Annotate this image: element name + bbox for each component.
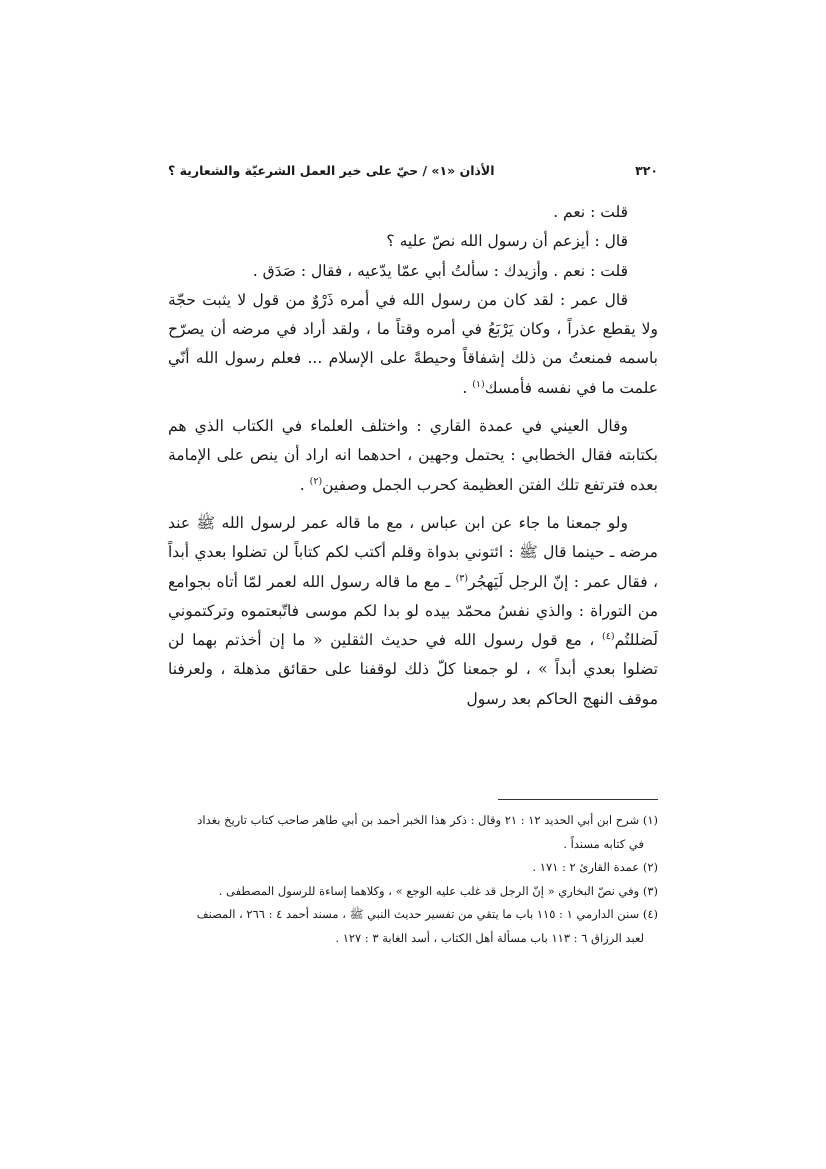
footnote-ref: (٣) [455,572,469,584]
footnote-continuation: في كتابه مسنداً . [563,836,644,851]
paragraph-text: قال عمر : لقد كان من رسول الله في أمره ذَرْوٌ من قول لا يثبت حجّة ولا يقطع عذراً ، وكان يَرْبَعُ في أمره وقتاً ما ، ولقد أراد في مرضه أن يصرّح باسمه فمنعتُ من ذلك إشفاقاً وحيطةً على الإسلام ... فعلم رسول الله أنّي علمت ما في نفسه فأمسك [168,290,658,397]
page-number: ٣٢٠ [635,162,658,178]
main-text [168,198,658,714]
footnotes [168,809,658,950]
running-title: الأذان «١» / حيّ على خير العمل الشرعيّة والشعارية ؟ [168,162,495,178]
footnote-continuation: لعبد الرزاق ٦ : ١١٣ باب مسألة أهل الكتاب ، أسد الغابة ٣ : ١٢٧ . [335,930,644,945]
paragraph: قلت : نعم . [553,203,628,221]
footnote-divider [498,799,658,800]
paragraph [168,412,658,500]
footnote: (٣) وفي نصّ البخاري « إنّ الرجل قد غلب عليه الوجع » ، وكلاهما إساءة للرسول المصطفى . [218,883,658,898]
footnote-ref: (٢) [309,475,323,487]
period: . [462,378,468,397]
paragraph-text: وقال العيني في عمدة القاري : واختلف العلماء في الكتاب الذي هم بكتابته فقال الخطابي : يحتمل وجهين ، احدهما انه اراد أن ينص على الإمامة بعده فترتفع تلك الفتن العظيمة كحرب الجمل وصفين [168,417,658,494]
footnote: (٢) عمدة القارئ ٢ : ١٧١ . [532,860,658,874]
footnote-ref: (١) [472,378,485,390]
footnote-ref: (٤) [602,631,615,642]
paragraph: قال : أيزعم أن رسول الله نصّ عليه ؟ [386,232,628,251]
footnote: (١) شرح ابن أبي الحديد ١٢ : ٢١ وقال : ذكر هذا الخبر أحمد بن أبي طاهر صاحب كتاب تاريخ بغداد [197,813,658,827]
page-header [168,158,658,182]
period: . [299,475,305,494]
paragraph [168,286,658,403]
paragraph-text: ، مع قول رسول الله في حديث الثقلين « ما إن أخذتم بهما لن تضلوا بعدي أبداً » ، لو جمعنا كلّ ذلك لوقفنا على حقائق مذهلة ، ولعرفنا موقف النهج الحاكم بعد رسول [168,631,658,708]
footnote: (٤) سنن الدارمي ١ : ١١٥ باب ما يتقي من تفسير حديث النبي ﷺ ، مسند أحمد ٤ : ٢٦٦ ، المصنف [196,907,658,921]
paragraph: قلت : نعم . وأزيدك : سألتُ أبي عمّا يدّعيه ، فقال : صَدَق . [252,261,628,280]
paragraph-text: ولو جمعنا ما جاء عن ابن عباس ، مع ما قاله عمر لرسول الله ﷺ عند مرضه ـ حينما قال ﷺ : ائتوني بدواة وقلم أكتب لكم كتاباً لن تضلوا بعدي أبداً ، فقال عمر : إنّ الرجل لَيَهجُر [168,513,658,591]
paragraph [168,509,658,714]
paragraph-text: ـ مع ما قاله رسول الله لعمر لمّا أتاه بجوامع من التوراة : والذي نفسُ محمّد بيده لو بدا لكم موسى فاتّبعتموه وتركتموني لَضللتُم [168,572,659,650]
